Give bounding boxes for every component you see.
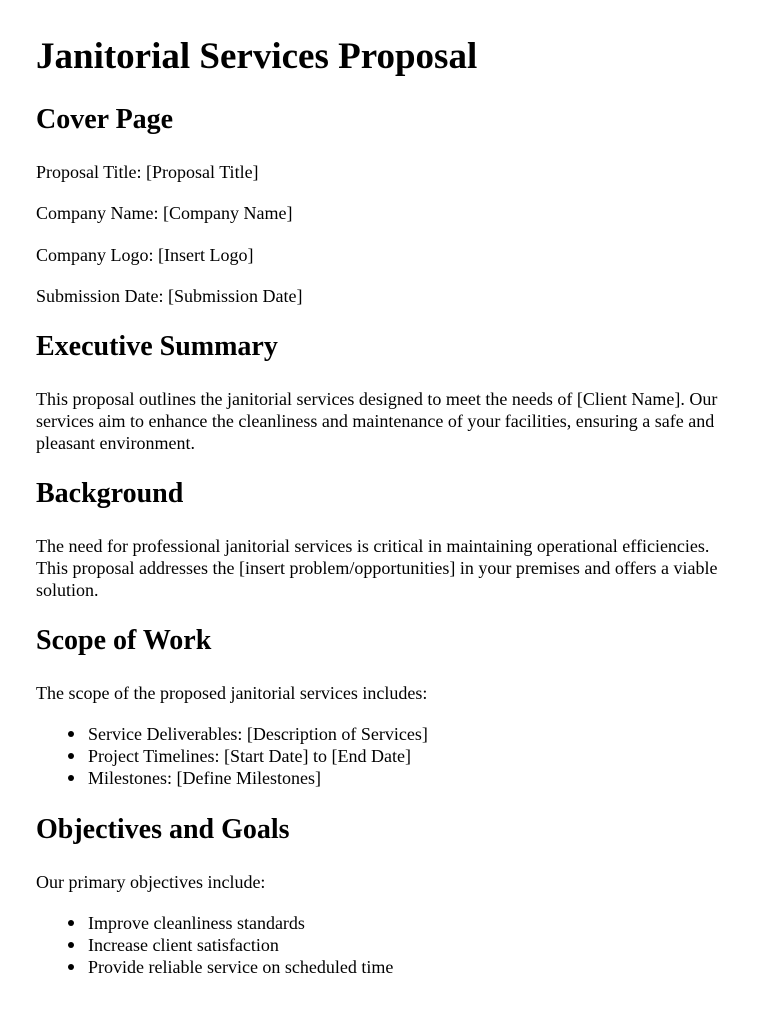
scope-of-work-intro: The scope of the proposed janitorial services includes: — [36, 683, 428, 703]
submission-date-field: Submission Date: [Submission Date] — [36, 286, 303, 306]
list-item: Service Deliverables: [Description of Services] — [88, 724, 428, 744]
scope-of-work-heading: Scope of Work — [36, 625, 212, 656]
list-item: Milestones: [Define Milestones] — [88, 767, 428, 789]
company-logo-field: Company Logo: [Insert Logo] — [36, 245, 254, 265]
document-title: Janitorial Services Proposal — [36, 36, 478, 77]
background-heading: Background — [36, 478, 184, 509]
list-item: Project Timelines: [Start Date] to [End Date] — [88, 745, 428, 767]
objectives-list — [36, 912, 393, 978]
objectives-intro: Our primary objectives include: — [36, 872, 266, 892]
list-item: Provide reliable service on scheduled time — [88, 957, 394, 977]
scope-of-work-list — [36, 723, 428, 789]
cover-page-heading: Cover Page — [36, 104, 174, 135]
list-item: Improve cleanliness standards — [88, 912, 393, 934]
executive-summary-body: This proposal outlines the janitorial services designed to meet the needs of [Client Name]. Our services aim to enhance the cleanliness and maintenance of your facilities, ensuring a safe and pleasant environment. — [36, 389, 718, 453]
objectives-and-goals-heading: Objectives and Goals — [36, 814, 290, 845]
proposal-title-field: Proposal Title: [Proposal Title] — [36, 162, 259, 182]
company-name-field: Company Name: [Company Name] — [36, 203, 293, 223]
list-item: Increase client satisfaction — [88, 934, 393, 956]
executive-summary-heading: Executive Summary — [36, 331, 278, 362]
background-body: The need for professional janitorial services is critical in maintaining operational efficiencies. This proposal addresses the [insert problem/opportunities] in your premises and offers a viable solution. — [36, 536, 718, 600]
